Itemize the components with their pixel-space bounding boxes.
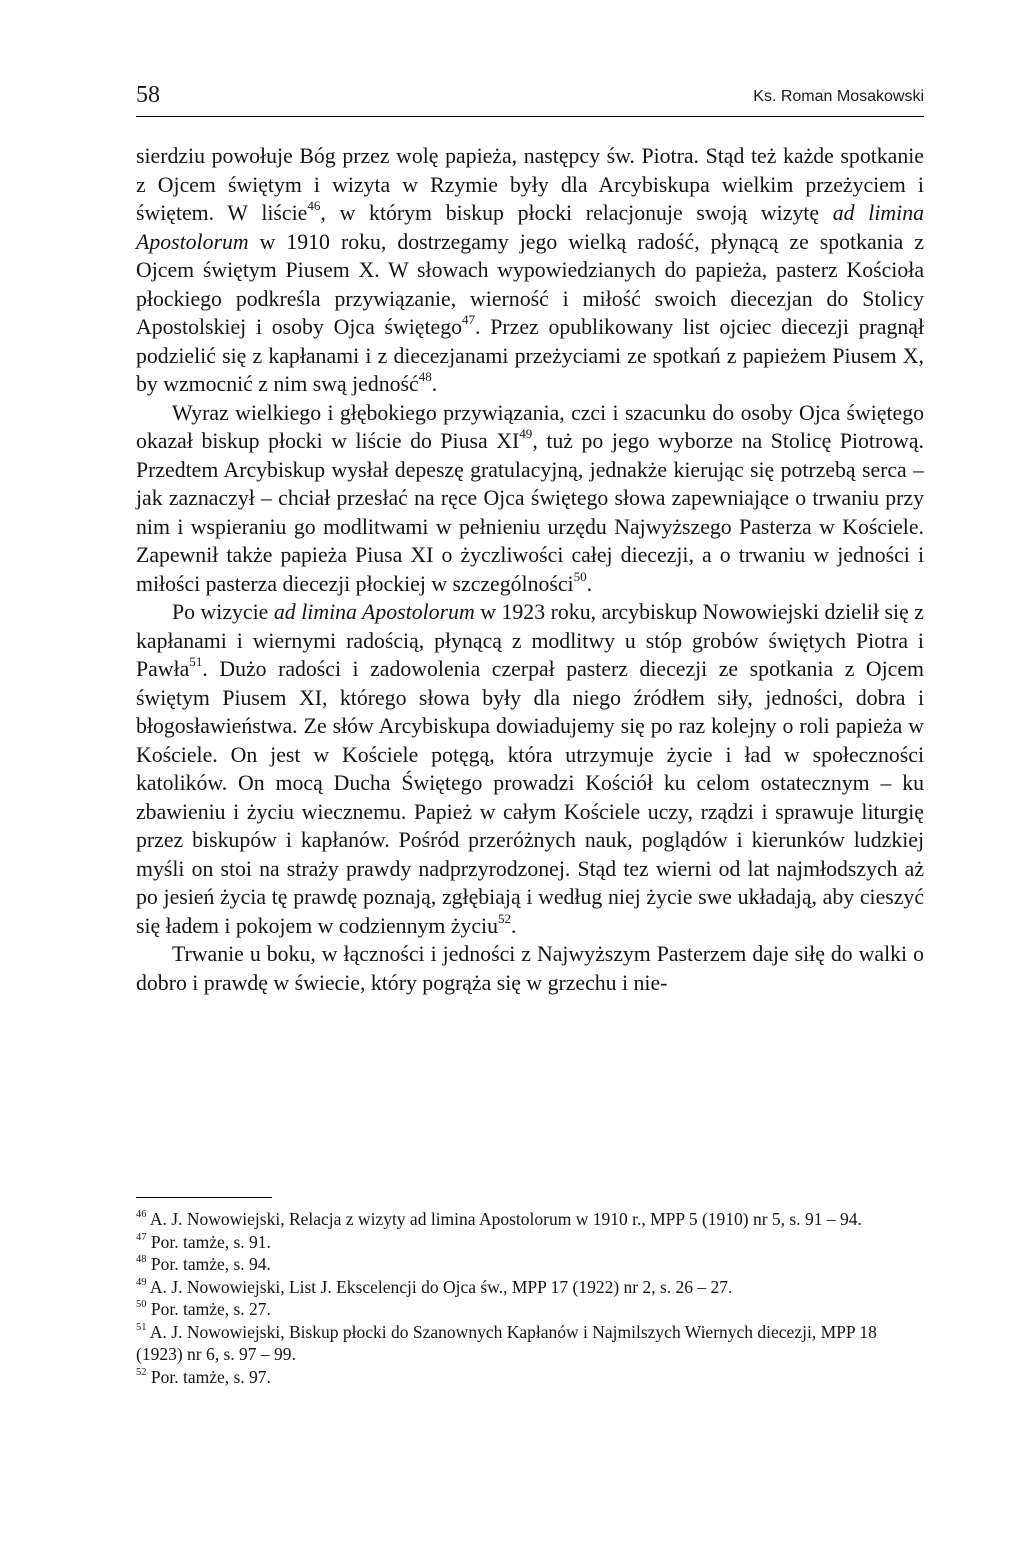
running-head-author: Ks. Roman Mosakowski — [753, 88, 924, 105]
footnote-separator — [136, 1197, 272, 1198]
p1-text-a: sierdziu powołuje Bóg przez wolę papieża, następcy św. Piotra. Stąd też każde spotkanie z Ojcem świętym i wizyta w Rzymie były dla Arcybiskupa wielkim przeżyciem i świętem. W liście — [136, 144, 924, 225]
page-header — [136, 82, 924, 117]
footnote-ref-47[interactable]: 47 — [462, 312, 476, 328]
p3-text-a: Po wizycie — [172, 600, 274, 624]
p1-italic-title: ad limina Apostolorum — [136, 201, 924, 254]
page-number: 58 — [136, 82, 160, 108]
p2-text-a: Wyraz wielkiego i głębokiego przywiązania, czci i szacunku do osoby Ojca świętego okazał biskup płocki w liście do Piusa XI — [136, 400, 924, 453]
paragraph-2 — [136, 399, 924, 599]
paragraph-1 — [136, 142, 924, 399]
footnote-number: 47 — [136, 1231, 147, 1243]
footnote-48 — [136, 1253, 924, 1276]
footnote-number: 46 — [136, 1209, 147, 1221]
footnote-47 — [136, 1231, 924, 1254]
main-text — [136, 142, 924, 997]
paragraph-3 — [136, 598, 924, 940]
footnote-ref-49[interactable]: 49 — [519, 426, 533, 442]
footnote-number: 50 — [136, 1299, 147, 1311]
footnote-number: 52 — [136, 1366, 147, 1378]
p1-text-e: . — [431, 372, 438, 396]
footnote-text: Por. tamże, s. 27. — [150, 1299, 271, 1319]
footnote-ref-48[interactable]: 48 — [418, 369, 432, 385]
footnotes — [136, 1208, 924, 1388]
paragraph-4 — [136, 940, 924, 997]
p1-text-c: w 1910 roku, dostrzegamy jego wielką radość, płynącą ze spotkania z Ojcem świętym Piusem X. W słowach wypowiedzianych do papieża, pasterz Kościoła płockiego podkreśla przywiązanie, wierność i miłość swoich diecezjan do Stolicy Apostolskiej i osoby Ojca świętego — [136, 229, 924, 339]
footnote-52 — [136, 1366, 924, 1389]
p3-text-c: . Dużo radości i zadowolenia czerpał pasterz diecezji ze spotkania z Ojcem świętym Piusem XI, którego słowa były dla niego źródłem siły, jedności, dobra i błogosławieństwa. Ze słów Arcybiskupa dowiadujemy się po raz kolejny o roli papieża w Kościele. On jest w Kościele potęgą, która utrzymuje życie i ład w społeczności katolików. On mocą Ducha Świętego prowadzi Kościół ku celom ostatecznym – ku zbawieniu i życiu wiecznemu. Papież w całym Kościele uczy, rządzi i sprawuje liturgię przez biskupów i kapłanów. Pośród przeróżnych nauk, poglądów i kierunków ludzkiej myśli on stoi na straży prawdy nadprzyrodzonej. Stąd tez wierni od lat najmłodszych aż po jesień życia tę prawdę poznają, zgłębiają i według niej życie swe układają, aby cieszyć się ładem i pokojem w codziennym życiu — [136, 657, 924, 938]
footnote-49 — [136, 1276, 924, 1299]
p2-text-b: , tuż po jego wyborze na Stolicę Piotrową. Przedtem Arcybiskup wysłał depeszę gratulacyjną, jednakże kierując się potrzebą serca – jak zaznaczył – chciał przesłać na ręce Ojca świętego słowa zapewniające o trwaniu przy nim i wspieraniu go modlitwami w pełnieniu urzędu Najwyższego Pasterza w Kościele. Zapewnił także papieża Piusa XI o życzliwości całej diecezji, a o trwaniu w jedności i miłości pasterza diecezji płockiej w szczególności — [136, 429, 924, 596]
footnote-text: Por. tamże, s. 94. — [150, 1254, 271, 1274]
footnote-number: 48 — [136, 1254, 147, 1266]
p1-text-b: , w którym biskup płocki relacjonuje swoją wizytę — [320, 201, 833, 225]
p3-text-d: . — [511, 913, 517, 938]
p2-text-c: . — [586, 571, 593, 596]
footnote-ref-51[interactable]: 51 — [189, 654, 203, 670]
p4-text-a: Trwanie u boku, w łączności i jedności z Najwyższym Pasterzem daje siłę do walki o dobro i prawdę w świecie, który pogrąża się w grzechu i nie- — [136, 942, 924, 995]
footnote-50 — [136, 1298, 924, 1321]
footnote-text: Por. tamże, s. 91. — [150, 1231, 271, 1252]
p3-text-b: w 1923 roku, arcybiskup Nowowiejski dzielił się z kapłanami i wiernymi radością, płynącą z modlitwy u stóp grobów świętych Piotra i Pawła — [136, 600, 924, 681]
footnote-ref-46[interactable]: 46 — [307, 198, 321, 214]
footnote-ref-52[interactable]: 52 — [497, 910, 512, 926]
p1-text-d: . Przez opublikowany list ojciec diecezji pragnął podzielić się z kapłanami i z diecezjanami przeżyciami ze spotkań z papieżem Piusem X, by wzmocnić z nim swą jedność — [136, 315, 924, 396]
footnote-text: A. J. Nowowiejski, Relacja z wizyty ad limina Apostolorum w 1910 r., MPP 5 (1910) nr 5, s. 91 – 94. — [149, 1209, 862, 1229]
p3-italic-title: ad limina Apostolorum — [273, 600, 475, 624]
footnote-text: A. J. Nowowiejski, List J. Ekscelencji do Ojca św., MPP 17 (1922) nr 2, s. 26 – 27. — [149, 1276, 733, 1297]
footnote-number: 49 — [136, 1276, 147, 1288]
footnote-ref-50[interactable]: 50 — [573, 568, 587, 584]
footnote-number: 51 — [136, 1321, 147, 1333]
footnote-text: A. J. Nowowiejski, Biskup płocki do Szanownych Kapłanów i Najmilszych Wiernych diecezji, MPP 18 (1923) nr 6, s. 97 – 99. — [136, 1321, 877, 1364]
footnote-51 — [136, 1321, 924, 1366]
footnote-46 — [136, 1208, 924, 1231]
footnote-text: Por. tamże, s. 97. — [150, 1366, 271, 1387]
